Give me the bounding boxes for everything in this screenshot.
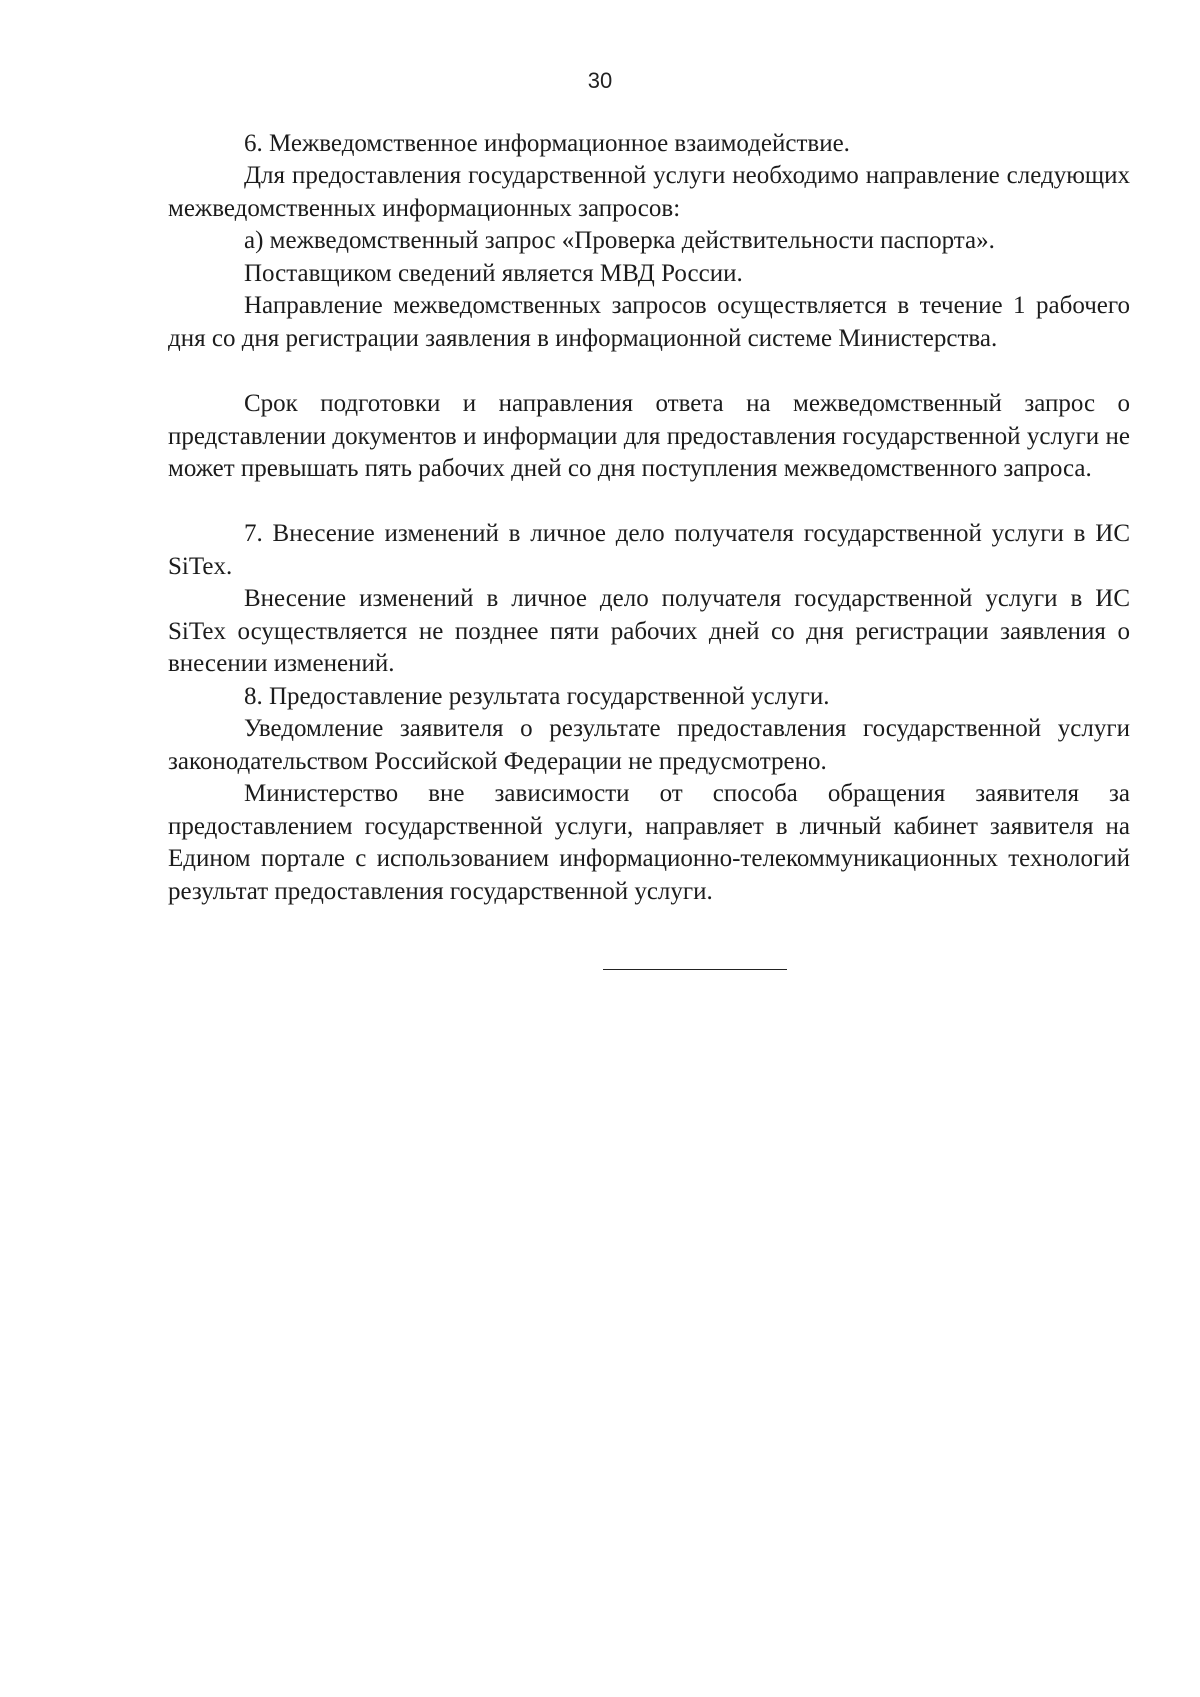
paragraph-data-provider: Поставщиком сведений является МВД России. bbox=[244, 260, 743, 287]
paragraph-result-delivery: Министерство вне зависимости от способа обращения заявителя за предоставлением государственной услуги, направляет в личный кабинет заявителя на Едином портале с использованием информационно-телекоммуникационных технологий результат предоставления государственной услуги. bbox=[168, 780, 1130, 905]
paragraph-notification: Уведомление заявителя о результате предоставления государственной услуги законодательством Российской Федерации не предусмотрено. bbox=[168, 715, 1130, 775]
paragraph-response-deadline: Срок подготовки и направления ответа на межведомственный запрос о представлении документов и информации для предоставления государственной услуги не может превышать пять рабочих дней со дня поступления межведомственного запроса. bbox=[168, 390, 1130, 483]
paragraph-section-7-heading: 7. Внесение изменений в личное дело получателя государственной услуги в ИС SiTex. bbox=[168, 520, 1130, 580]
paragraph-interagency-requests-intro: Для предоставления государственной услуги необходимо направление следующих межведомственных информационных запросов: bbox=[168, 162, 1130, 222]
paragraph-request-timing: Направление межведомственных запросов осуществляется в течение 1 рабочего дня со дня регистрации заявления в информационной системе Министерства. bbox=[168, 292, 1130, 352]
paragraph-sitex-changes: Внесение изменений в личное дело получателя государственной услуги в ИС SiTex осуществляется не позднее пяти рабочих дней со дня регистрации заявления о внесении изменений. bbox=[168, 585, 1130, 678]
page-number: 30 bbox=[587, 68, 613, 93]
paragraph-section-8-heading: 8. Предоставление результата государственной услуги. bbox=[244, 683, 830, 710]
end-of-text-rule bbox=[603, 969, 787, 970]
paragraph-section-6-heading: 6. Межведомственное информационное взаимодействие. bbox=[244, 130, 850, 157]
paragraph-request-item-a: а) межведомственный запрос «Проверка действительности паспорта». bbox=[244, 227, 995, 254]
